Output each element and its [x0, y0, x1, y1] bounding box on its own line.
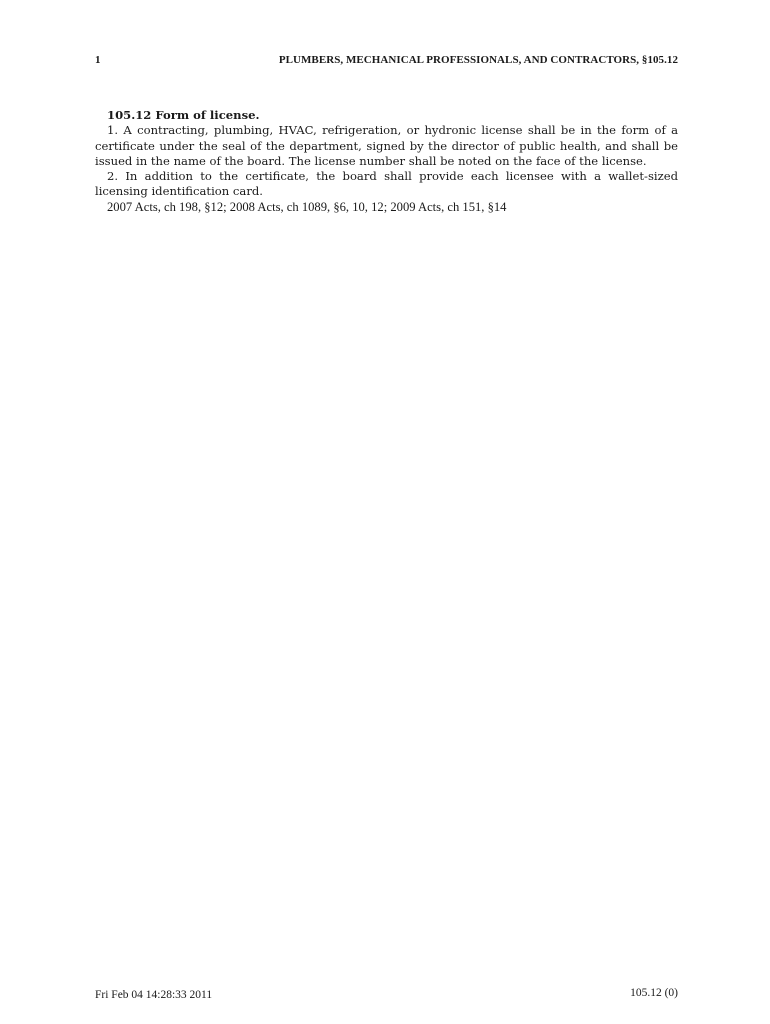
paragraph-2: 2. In addition to the certificate, the board shall provide each licensee with a wallet-sized licensing identification card.: [95, 169, 678, 199]
page-number: 1: [95, 54, 101, 66]
running-title: PLUMBERS, MECHANICAL PROFESSIONALS, AND CONTRACTORS, §105.12: [278, 54, 678, 66]
history-note: 2007 Acts, ch 198, §12; 2008 Acts, ch 1089, §6, 10, 12; 2009 Acts, ch 151, §14: [107, 199, 507, 214]
section-body: [95, 108, 678, 215]
footer-section-ref: 105.12 (0): [630, 987, 678, 999]
section-heading: 105.12 Form of license.: [107, 108, 260, 122]
footer-timestamp: Fri Feb 04 14:28:33 2011: [95, 989, 213, 1001]
paragraph-1: 1. A contracting, plumbing, HVAC, refrigeration, or hydronic license shall be in the form of a certificate under the seal of the department, signed by the director of public health, and shall be issued in the name of the board. The license number shall be noted on the face of the license.: [95, 123, 678, 168]
page-header: [95, 54, 678, 70]
